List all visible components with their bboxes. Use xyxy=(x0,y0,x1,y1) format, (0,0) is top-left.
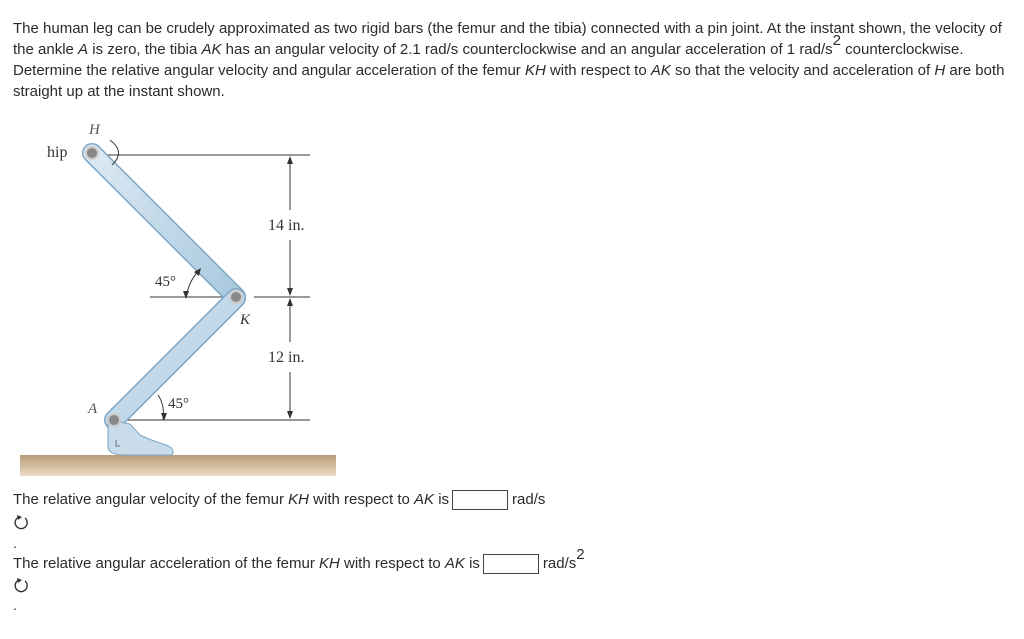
rotation-direction-icon[interactable] xyxy=(13,514,31,532)
problem-statement xyxy=(13,18,1008,102)
hip-joint xyxy=(86,147,98,159)
knee-joint xyxy=(230,291,242,303)
symbol-KH: KH xyxy=(288,491,309,508)
symbol-AK: AK xyxy=(414,491,435,508)
problem-text: so that the velocity and acceleration of xyxy=(670,62,935,79)
unit-label: rad/s xyxy=(542,555,577,572)
unit-label: rad/s xyxy=(512,491,546,508)
symbol-KH: KH xyxy=(524,62,546,79)
question-text: is xyxy=(434,491,450,508)
exponent: 2 xyxy=(832,32,842,49)
ankle-joint xyxy=(108,414,120,426)
period: . xyxy=(13,597,17,613)
question-text: with respect to xyxy=(308,491,415,508)
problem-text: is zero, the tibia xyxy=(88,41,202,58)
dimension-label-lower: 12 in. xyxy=(268,349,305,366)
label-H: H xyxy=(89,122,100,138)
problem-text: has an angular velocity of 2.1 rad/s counterclockwise and an angular acceleration of 1 rad/s xyxy=(221,41,833,58)
symbol-A: A xyxy=(78,41,89,58)
question-angular-velocity xyxy=(13,490,545,510)
angle-label-top: 45° xyxy=(155,274,176,290)
label-K: K xyxy=(240,312,251,328)
answer-input-angular-acceleration[interactable] xyxy=(483,554,539,574)
label-A: A xyxy=(88,401,98,417)
angle-label-bottom: 45° xyxy=(168,396,189,412)
ground xyxy=(20,455,336,476)
dimension-label-upper: 14 in. xyxy=(268,217,305,234)
leg-diagram xyxy=(0,110,360,485)
question-text: The relative angular velocity of the femur xyxy=(13,491,289,508)
problem-text: are both straight up at the instant shown. xyxy=(13,62,1005,100)
answer-input-angular-velocity[interactable] xyxy=(452,490,508,510)
problem-text: counterclockwise. Determine the relative angular velocity and angular acceleration of the femur xyxy=(13,41,964,79)
symbol-KH: KH xyxy=(319,555,340,572)
question-angular-acceleration xyxy=(13,546,585,574)
question-text: is xyxy=(464,555,480,572)
question-text: with respect to xyxy=(339,555,445,572)
symbol-AK: AK xyxy=(444,555,465,572)
symbol-H: H xyxy=(934,62,946,79)
question-text: The relative angular acceleration of the femur xyxy=(13,555,319,572)
symbol-AK: AK xyxy=(201,41,222,58)
rotation-direction-icon[interactable] xyxy=(13,577,31,595)
unit-exponent: 2 xyxy=(576,546,585,563)
problem-text: The human leg can be crudely approximated as two rigid bars (the femur and the tibia) connected with a pin joint. At the instant shown, the velocity of the ankle xyxy=(13,20,1002,58)
problem-text: with respect to xyxy=(545,62,651,79)
label-hip: hip xyxy=(47,144,68,161)
symbol-AK: AK xyxy=(650,62,671,79)
period: . xyxy=(13,535,17,551)
